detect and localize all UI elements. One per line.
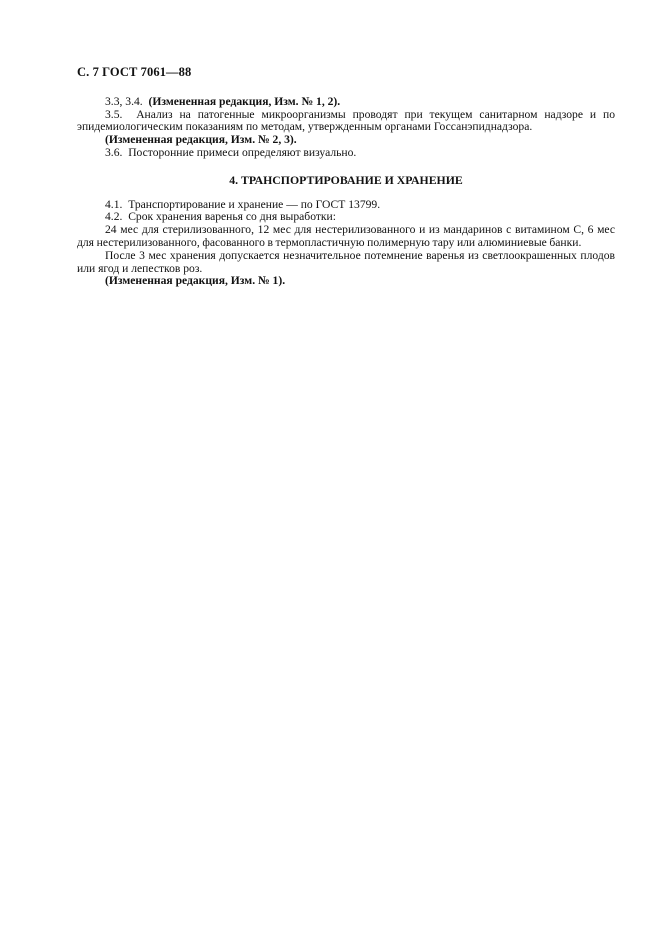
amendment-note: (Измененная редакция, Изм. № 2, 3). <box>105 133 297 147</box>
clause-number: 3.5. <box>105 107 123 121</box>
amendment-note: (Измененная редакция, Изм. № 1, 2). <box>148 94 341 108</box>
clause-text: Анализ на патогенные микроорганизмы проводят при текущем санитарном надзоре и по эпидемиологическим показаниям по методам, утвержденным органами Госсанэпиднадзора. <box>77 107 615 134</box>
clause-text: Посторонние примеси определяют визуально. <box>128 145 357 159</box>
paragraph-4-2-note: После 3 мес хранения допускается незначительное потемнение варенья из светлоокрашенных плодов или ягод и лепестков роз. <box>77 248 615 275</box>
document-page <box>77 66 615 288</box>
section-title: 4. ТРАНСПОРТИРОВАНИЕ И ХРАНЕНИЕ <box>229 172 463 187</box>
clause-text: Срок хранения варенья со дня выработки: <box>128 210 336 224</box>
clause-number: 3.3, 3.4. <box>105 94 143 108</box>
clause-number: 4.1. <box>105 197 123 211</box>
page-header: С. 7 ГОСТ 7061—88 <box>77 65 192 79</box>
amendment-note: (Измененная редакция, Изм. № 1). <box>105 274 286 288</box>
clause-number: 3.6. <box>105 145 123 159</box>
paragraph-3-6 <box>77 147 615 160</box>
clause-number: 4.2. <box>105 210 123 224</box>
paragraph-4-2-terms: 24 мес для стерилизованного, 12 мес для нестерилизованного и из мандаринов с витамином С, 6 мес для нестерилизованного, фасованного в термопластичную полимерную тару или алюминиевые банки. <box>77 223 615 249</box>
paragraph-3-5 <box>77 109 615 135</box>
paragraph-4-2-amendment <box>77 275 615 288</box>
clause-text: Транспортирование и хранение — по ГОСТ 13799. <box>128 197 381 211</box>
